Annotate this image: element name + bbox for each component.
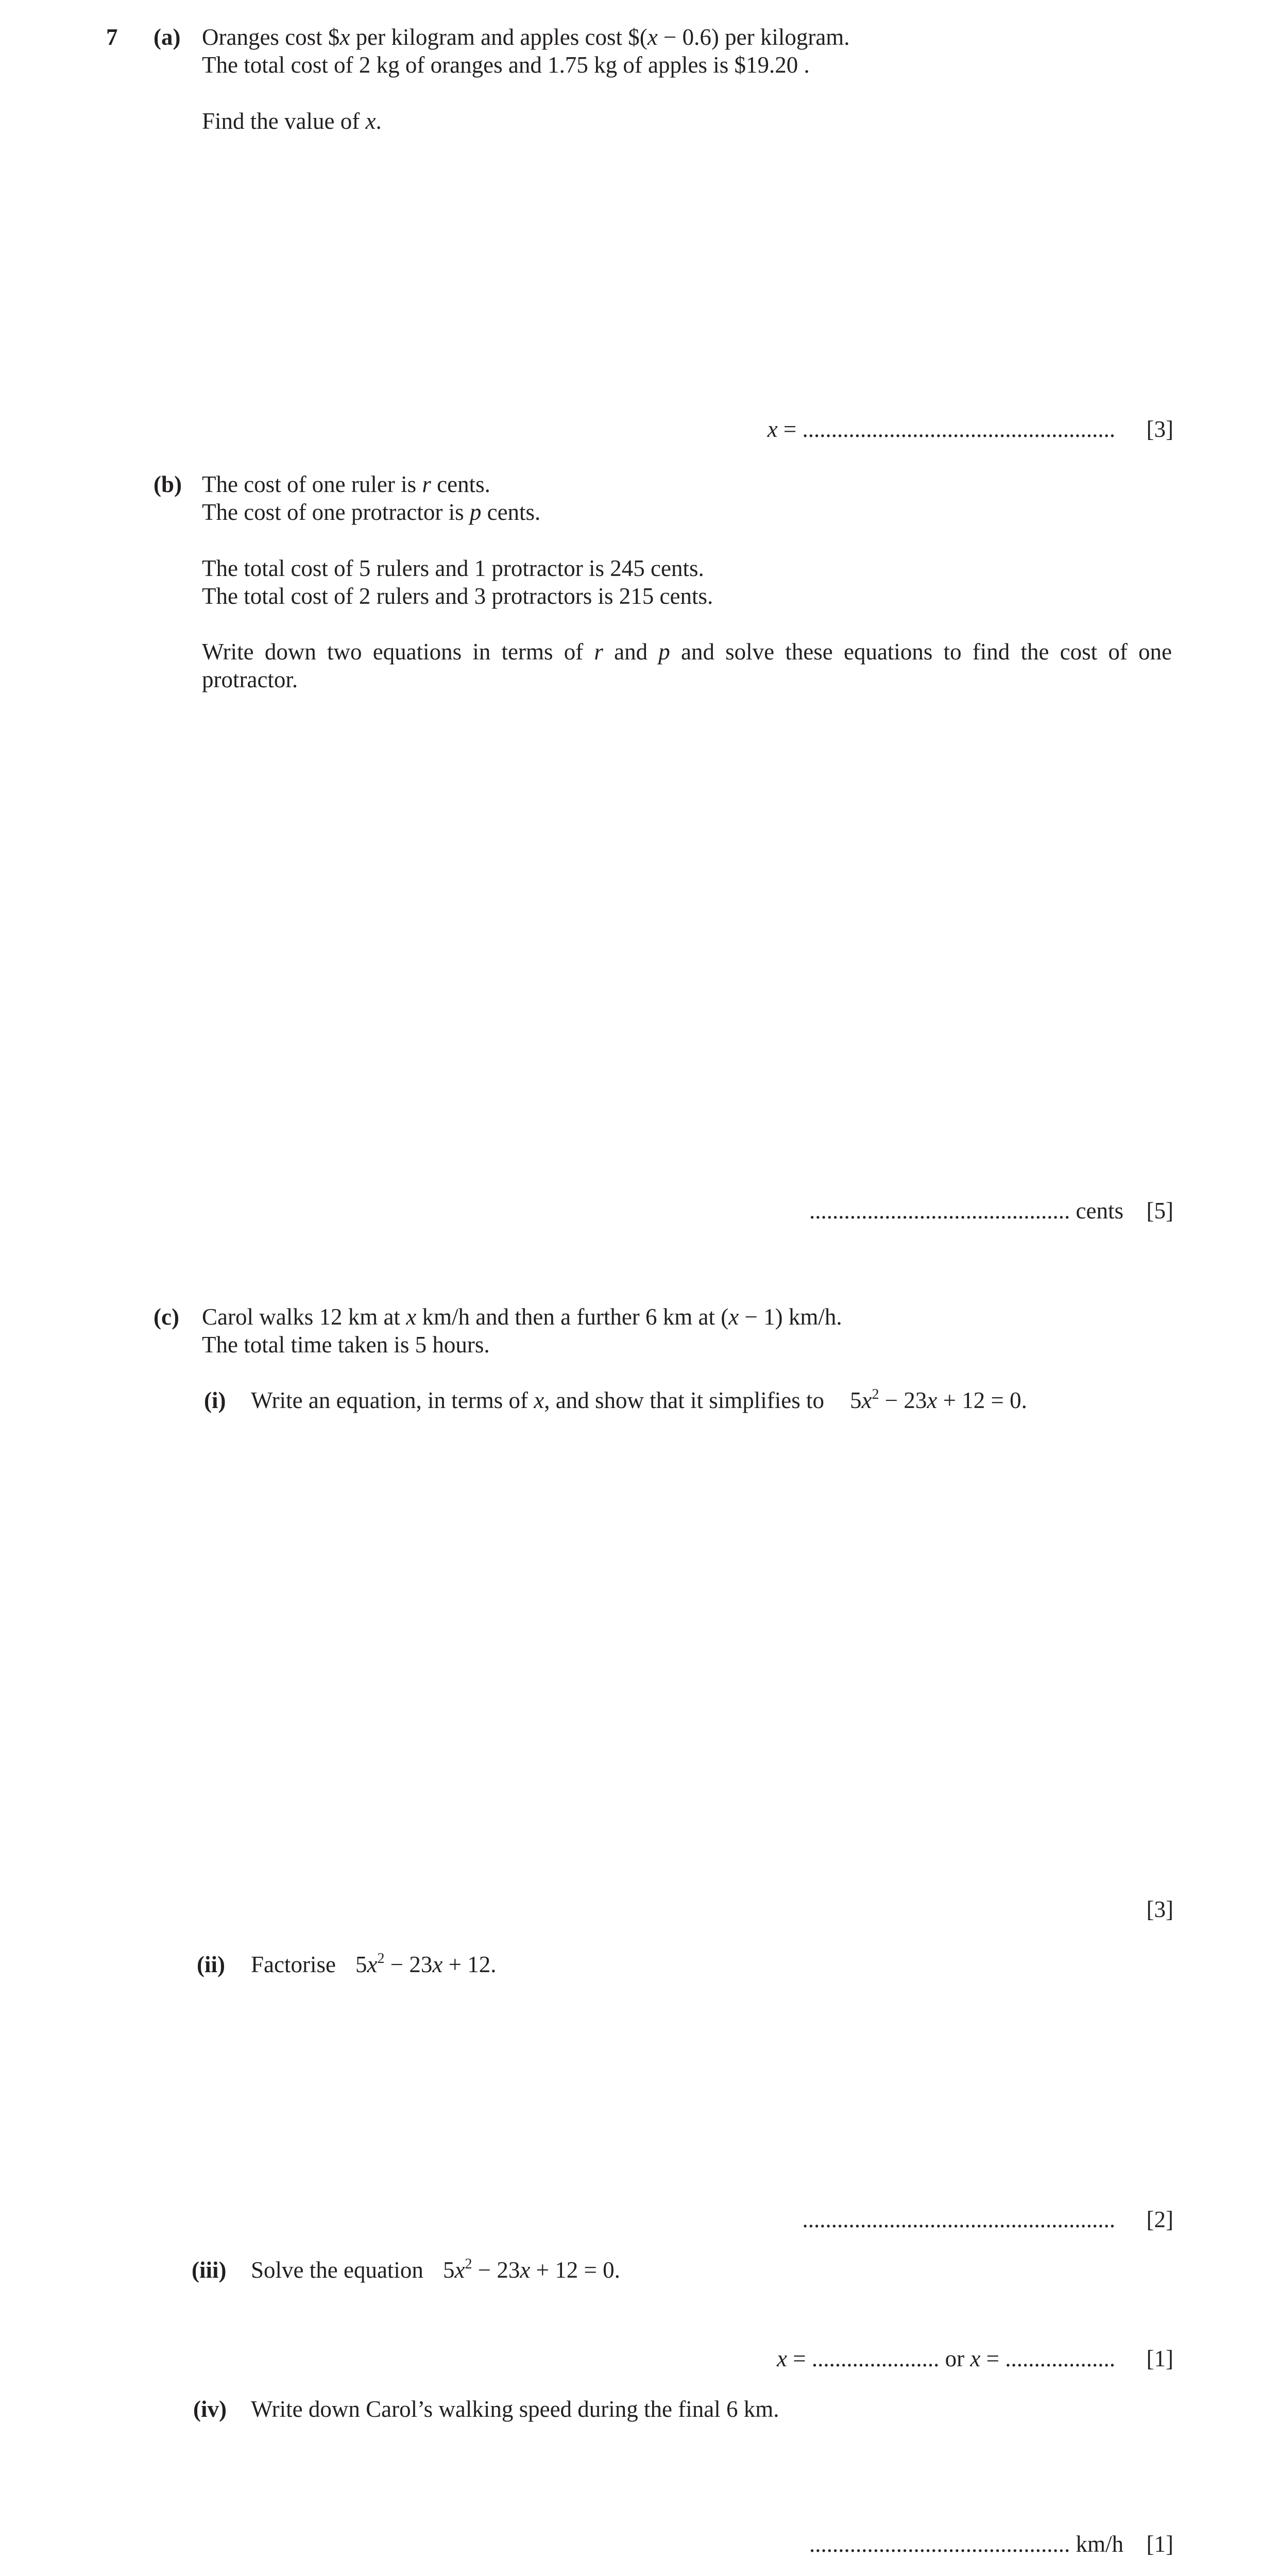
part-c-i-equation: $5x^2 - 23x + 12 = 0$.	[850, 1386, 1027, 1413]
part-c-i-label: (i)	[204, 1387, 226, 1413]
part-c-iii-label: (iii)	[192, 2257, 227, 2283]
part-c-iv-answer-line: ............................................. km/h	[809, 2531, 1123, 2557]
part-c-ii-expression: $5x^2 - 23x + 12$.	[355, 1951, 497, 1977]
part-c-iii-answer-line: x = ...................... or x = ...................	[777, 2346, 1115, 2371]
part-a-answer-line: x = ......................................................	[767, 416, 1115, 442]
part-c-i-marks: [3]	[1146, 1896, 1173, 1922]
part-a-label: (a)	[154, 24, 181, 50]
part-c-label: (c)	[154, 1304, 179, 1330]
part-c-iv-label: (iv)	[193, 2396, 227, 2422]
part-b-answer-line: ............................................. cents	[809, 1198, 1123, 1224]
part-a-marks: [3]	[1146, 416, 1173, 442]
part-c-ii-marks: [2]	[1146, 2207, 1173, 2232]
part-b-instruction-line-1: Write down two equations in terms of r and p and solve these equations to find the cost of one	[202, 639, 1172, 665]
part-a-line-1: Oranges cost $x per kilogram and apples cost $(x − 0.6) per kilogram.	[202, 24, 850, 50]
part-c-i-text: Write an equation, in terms of x, and show that it simplifies to	[251, 1387, 824, 1413]
part-b-line-3: The total cost of 5 rulers and 1 protractor is 245 cents.	[202, 555, 704, 581]
part-c-iii-marks: [1]	[1146, 2346, 1173, 2371]
part-c-iv-text: Write down Carol’s walking speed during the final 6 km.	[251, 2396, 779, 2422]
part-c-ii-answer-line: ......................................................	[802, 2207, 1115, 2232]
part-c-ii-text: Factorise	[251, 1952, 336, 1977]
part-b-instruction-line-2: protractor.	[202, 667, 298, 692]
part-a-instruction: Find the value of x.	[202, 108, 382, 134]
part-b-label: (b)	[154, 471, 182, 497]
part-b-line-1: The cost of one ruler is r cents.	[202, 471, 490, 497]
part-c-line-1: Carol walks 12 km at x km/h and then a further 6 km at (x − 1) km/h.	[202, 1304, 842, 1330]
part-b-marks: [5]	[1146, 1198, 1173, 1224]
part-c-ii-label: (ii)	[197, 1952, 225, 1977]
part-b-line-2: The cost of one protractor is p cents.	[202, 499, 541, 525]
part-a-line-2: The total cost of 2 kg of oranges and 1.75 kg of apples is $19.20 .	[202, 52, 810, 78]
question-number: 7	[106, 24, 118, 50]
part-b-line-4: The total cost of 2 rulers and 3 protractors is 215 cents.	[202, 583, 713, 609]
part-c-line-2: The total time taken is 5 hours.	[202, 1332, 490, 1358]
part-c-iii-equation: $5x^2 - 23x + 12 = 0$.	[443, 2256, 620, 2283]
part-c-iii-text: Solve the equation	[251, 2257, 423, 2283]
part-c-iv-marks: [1]	[1146, 2531, 1173, 2557]
